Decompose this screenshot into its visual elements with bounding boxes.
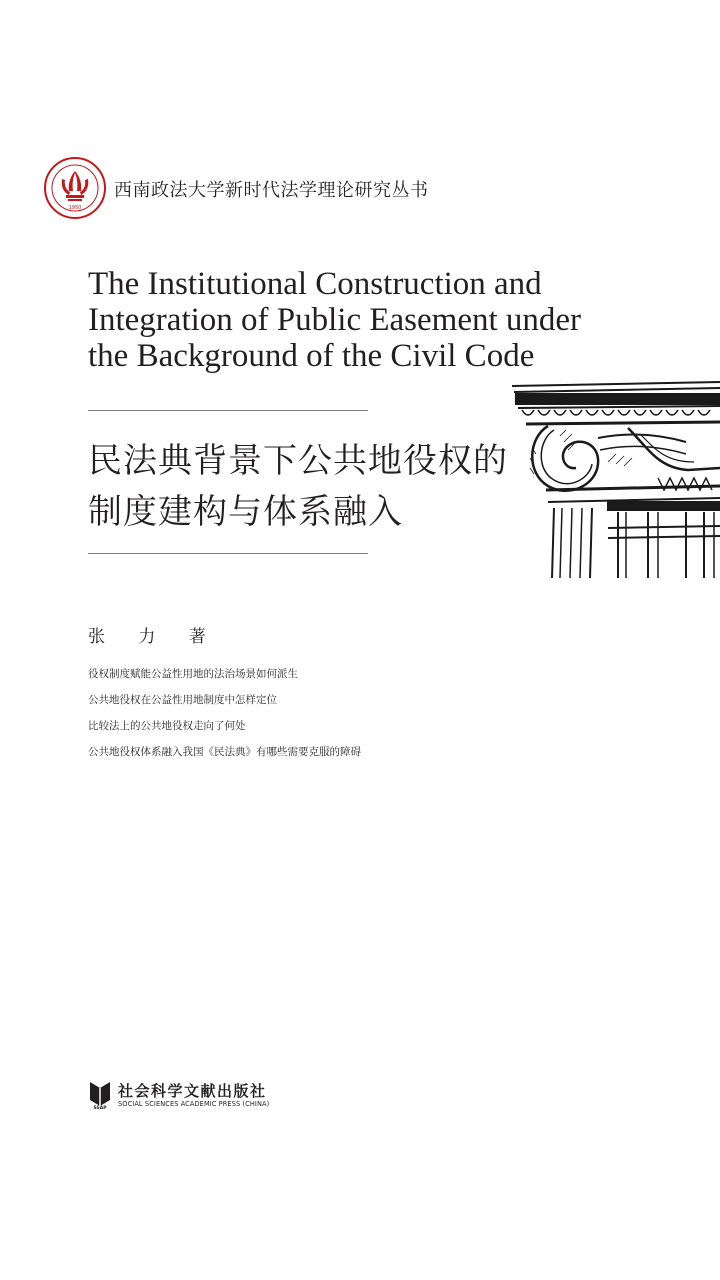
- list-item: 比较法上的公共地役权走向了何处: [88, 720, 246, 732]
- publisher: [88, 1080, 328, 1114]
- list-item: 公共地役权在公益性用地制度中怎样定位: [88, 694, 277, 706]
- ionic-column-illustration: [508, 378, 720, 580]
- chinese-title: [88, 436, 548, 538]
- author: 张 力 著: [88, 627, 220, 647]
- divider-bottom: [88, 553, 368, 554]
- english-title: [88, 266, 628, 374]
- university-seal-logo: [44, 157, 106, 219]
- list-item: 役权制度赋能公益性用地的法治场景如何派生: [88, 668, 298, 680]
- ssap-logo: [88, 1080, 112, 1110]
- chinese-title-line: 民法典背景下公共地役权的: [88, 441, 508, 481]
- english-title-line: the Background of the Civil Code: [88, 338, 535, 374]
- ssap-logo-text: SSAP: [93, 1106, 107, 1110]
- series-title: 西南政法大学新时代法学理论研究丛书: [114, 180, 429, 201]
- divider-top: [88, 410, 368, 411]
- chinese-title-line: 制度建构与体系融入: [88, 492, 403, 532]
- publisher-name-zh: 社会科学文献出版社: [118, 1082, 267, 1100]
- list-item: 公共地役权体系融入我国《民法典》有哪些需要克服的障碍: [88, 746, 361, 758]
- question-list: [88, 668, 608, 772]
- english-title-line: The Institutional Construction and: [88, 266, 542, 302]
- logo-year: 1950: [68, 205, 82, 211]
- english-title-line: Integration of Public Easement under: [88, 302, 582, 338]
- publisher-name-en: SOCIAL SCIENCES ACADEMIC PRESS (CHINA): [118, 1100, 270, 1108]
